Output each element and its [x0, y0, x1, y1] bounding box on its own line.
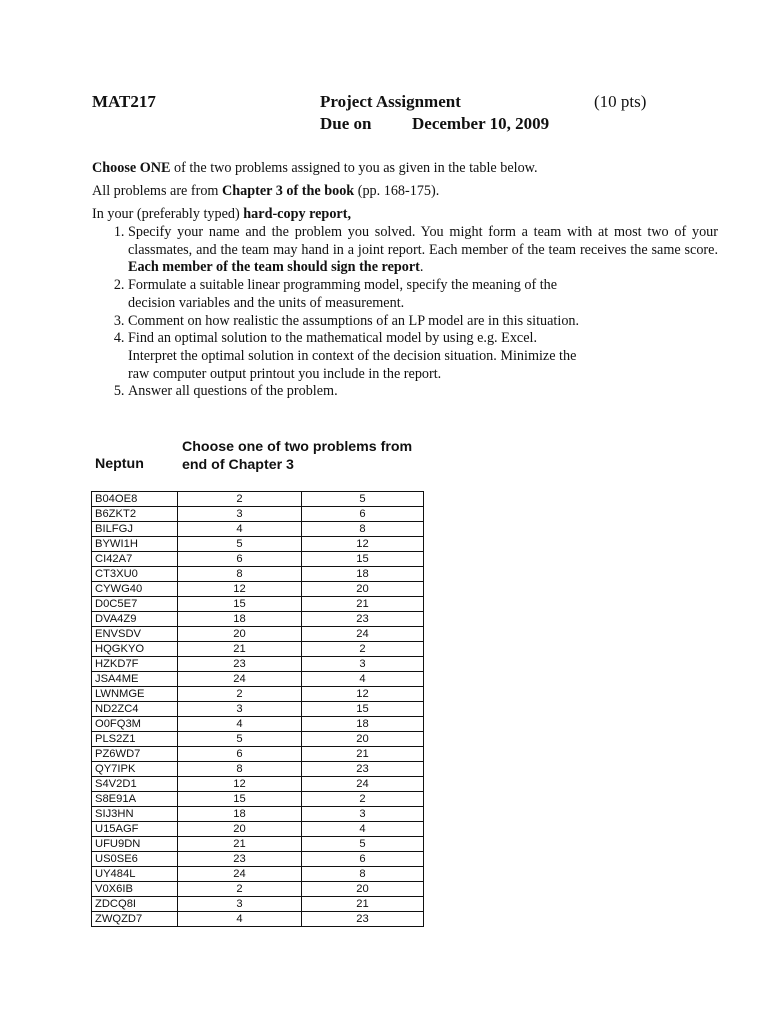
neptun-code-cell: U15AGF: [92, 822, 178, 837]
problem-1-cell: 2: [178, 687, 302, 702]
neptun-code-cell: UY484L: [92, 867, 178, 882]
table-row: [92, 612, 424, 627]
step-1-text: Specify your name and the problem you solved. You might form a team with at most two of your classmates, and the team may hand in a joint report. Each member of the team receives the same score.: [128, 224, 718, 258]
table-row: [92, 867, 424, 882]
problem-1-cell: 12: [178, 777, 302, 792]
step-1-end: .: [419, 259, 424, 276]
table-row: [92, 717, 424, 732]
neptun-code-cell: S4V2D1: [92, 777, 178, 792]
problem-1-cell: 20: [178, 822, 302, 837]
problem-2-cell: 15: [302, 702, 424, 717]
problem-2-cell: 18: [302, 567, 424, 582]
problem-1-cell: 21: [178, 642, 302, 657]
table-row: [92, 897, 424, 912]
neptun-code-cell: CT3XU0: [92, 567, 178, 582]
problem-1-cell: 4: [178, 522, 302, 537]
table-row: [92, 882, 424, 897]
neptun-code-cell: S8E91A: [92, 792, 178, 807]
problem-2-cell: 5: [302, 837, 424, 852]
problem-1-cell: 4: [178, 717, 302, 732]
table-row: [92, 492, 424, 507]
problem-2-cell: 18: [302, 717, 424, 732]
table-row: [92, 822, 424, 837]
table-row: [92, 657, 424, 672]
step-4-line-2: Interpret the optimal solution in context of the decision situation. Minimize the: [128, 347, 577, 364]
neptun-code-cell: LWNMGE: [92, 687, 178, 702]
problem-2-cell: 20: [302, 732, 424, 747]
problems-header-line-1: Choose one of two problems from: [182, 439, 413, 455]
problem-2-cell: 12: [302, 687, 424, 702]
table-row: [92, 792, 424, 807]
problem-1-cell: 5: [178, 732, 302, 747]
neptun-code-cell: CYWG40: [92, 582, 178, 597]
intro-line-3: [92, 205, 351, 223]
problem-2-cell: 23: [302, 912, 424, 927]
neptun-code-cell: QY7IPK: [92, 762, 178, 777]
problem-1-cell: 8: [178, 762, 302, 777]
step-4: [128, 330, 718, 383]
step-2: [128, 277, 718, 312]
problem-1-cell: 18: [178, 807, 302, 822]
problem-2-cell: 3: [302, 657, 424, 672]
problem-2-cell: 23: [302, 612, 424, 627]
problem-2-cell: 15: [302, 552, 424, 567]
neptun-code-cell: JSA4ME: [92, 672, 178, 687]
problem-1-cell: 2: [178, 882, 302, 897]
intro-line-2-start: All problems are from: [92, 183, 223, 199]
problem-2-cell: 21: [302, 597, 424, 612]
problem-1-cell: 4: [178, 912, 302, 927]
neptun-code-cell: B04OE8: [92, 492, 178, 507]
neptun-code-cell: ZDCQ8I: [92, 897, 178, 912]
problem-1-cell: 23: [178, 657, 302, 672]
problem-1-cell: 2: [178, 492, 302, 507]
problem-assignment-table: [91, 491, 424, 927]
table-row: [92, 642, 424, 657]
table-row: [92, 732, 424, 747]
problems-header: [182, 438, 412, 474]
table-row: [92, 807, 424, 822]
problem-1-cell: 12: [178, 582, 302, 597]
neptun-code-cell: V0X6IB: [92, 882, 178, 897]
problem-1-cell: 3: [178, 507, 302, 522]
neptun-code-cell: ZWQZD7: [92, 912, 178, 927]
problem-2-cell: 21: [302, 897, 424, 912]
table-row: [92, 627, 424, 642]
problem-2-cell: 6: [302, 507, 424, 522]
problem-1-cell: 3: [178, 702, 302, 717]
problem-2-cell: 5: [302, 492, 424, 507]
intro-line-2-end: (pp. 168-175).: [354, 183, 440, 199]
problem-2-cell: 4: [302, 672, 424, 687]
table-row: [92, 837, 424, 852]
table-row: [92, 687, 424, 702]
neptun-code-cell: SIJ3HN: [92, 807, 178, 822]
problems-header-line-2: end of Chapter 3: [182, 457, 294, 473]
neptun-code-cell: PZ6WD7: [92, 747, 178, 762]
neptun-code-cell: US0SE6: [92, 852, 178, 867]
due-date: December 10, 2009: [412, 114, 550, 133]
step-2-line-2: decision variables and the units of measurement.: [128, 294, 405, 311]
chapter-reference: Chapter 3 of the book: [222, 183, 355, 199]
problem-2-cell: 24: [302, 627, 424, 642]
intro-line-2: [92, 182, 439, 200]
problem-1-cell: 24: [178, 867, 302, 882]
problem-2-cell: 6: [302, 852, 424, 867]
neptun-code-cell: BILFGJ: [92, 522, 178, 537]
intro-line-3-start: In your (preferably typed): [92, 206, 244, 222]
step-1: [128, 224, 718, 277]
step-2-line-1: 2. Formulate a suitable linear programming model, specify the meaning of the: [128, 277, 558, 294]
table-row: [92, 522, 424, 537]
table-row: [92, 567, 424, 582]
table-row: [92, 582, 424, 597]
neptun-code-cell: O0FQ3M: [92, 717, 178, 732]
step-3-text: Comment on how realistic the assumptions of an LP model are in this situation.: [128, 312, 580, 329]
neptun-code-cell: CI42A7: [92, 552, 178, 567]
table-row: [92, 777, 424, 792]
neptun-header: Neptun: [95, 456, 144, 472]
step-5: [128, 383, 718, 401]
problem-2-cell: 2: [302, 642, 424, 657]
problem-2-cell: 8: [302, 867, 424, 882]
problem-1-cell: 5: [178, 537, 302, 552]
neptun-code-cell: D0C5E7: [92, 597, 178, 612]
intro-line-1: [92, 159, 538, 177]
problem-2-cell: 23: [302, 762, 424, 777]
points-label: (10 pts): [594, 92, 647, 111]
table-row: [92, 537, 424, 552]
due-label: Due on: [320, 114, 372, 133]
problem-2-cell: 12: [302, 537, 424, 552]
table-row: [92, 702, 424, 717]
table-row: [92, 672, 424, 687]
neptun-code-cell: HQGKYO: [92, 642, 178, 657]
requirements-list: [92, 224, 718, 401]
table-row: [92, 597, 424, 612]
problem-1-cell: 6: [178, 747, 302, 762]
problem-1-cell: 24: [178, 672, 302, 687]
problem-1-cell: 20: [178, 627, 302, 642]
step-5-text: Answer all questions of the problem.: [128, 383, 338, 400]
assignment-title: Project Assignment: [320, 92, 461, 111]
step-4-line-3: raw computer output printout you include in the report.: [128, 365, 442, 382]
neptun-code-cell: BYWI1H: [92, 537, 178, 552]
problem-2-cell: 4: [302, 822, 424, 837]
problem-2-cell: 8: [302, 522, 424, 537]
problem-2-cell: 3: [302, 807, 424, 822]
neptun-code-cell: B6ZKT2: [92, 507, 178, 522]
table-row: [92, 747, 424, 762]
neptun-code-cell: DVA4Z9: [92, 612, 178, 627]
problem-1-cell: 15: [178, 597, 302, 612]
problem-1-cell: 23: [178, 852, 302, 867]
table-row: [92, 912, 424, 927]
neptun-code-cell: PLS2Z1: [92, 732, 178, 747]
problem-2-cell: 24: [302, 777, 424, 792]
neptun-code-cell: HZKD7F: [92, 657, 178, 672]
intro-emphasis: Choose ONE: [92, 160, 171, 176]
neptun-code-cell: ND2ZC4: [92, 702, 178, 717]
neptun-code-cell: UFU9DN: [92, 837, 178, 852]
course-code: MAT217: [92, 92, 156, 111]
table-row: [92, 507, 424, 522]
problem-2-cell: 20: [302, 582, 424, 597]
table-row: [92, 552, 424, 567]
neptun-code-cell: ENVSDV: [92, 627, 178, 642]
step-4-line-1: 4. Find an optimal solution to the mathematical model by using e.g. Excel.: [128, 330, 537, 347]
problem-1-cell: 3: [178, 897, 302, 912]
problem-1-cell: 18: [178, 612, 302, 627]
problem-1-cell: 15: [178, 792, 302, 807]
problem-2-cell: 20: [302, 882, 424, 897]
problem-1-cell: 21: [178, 837, 302, 852]
step-3: [128, 313, 718, 331]
table-row: [92, 762, 424, 777]
table-row: [92, 852, 424, 867]
problem-1-cell: 8: [178, 567, 302, 582]
report-emphasis: hard-copy report,: [243, 206, 351, 222]
problem-2-cell: 2: [302, 792, 424, 807]
problem-2-cell: 21: [302, 747, 424, 762]
intro-line-1-text: of the two problems assigned to you as given in the table below.: [170, 160, 538, 176]
problem-1-cell: 6: [178, 552, 302, 567]
step-1-emphasis: Each member of the team should sign the report: [128, 259, 420, 276]
